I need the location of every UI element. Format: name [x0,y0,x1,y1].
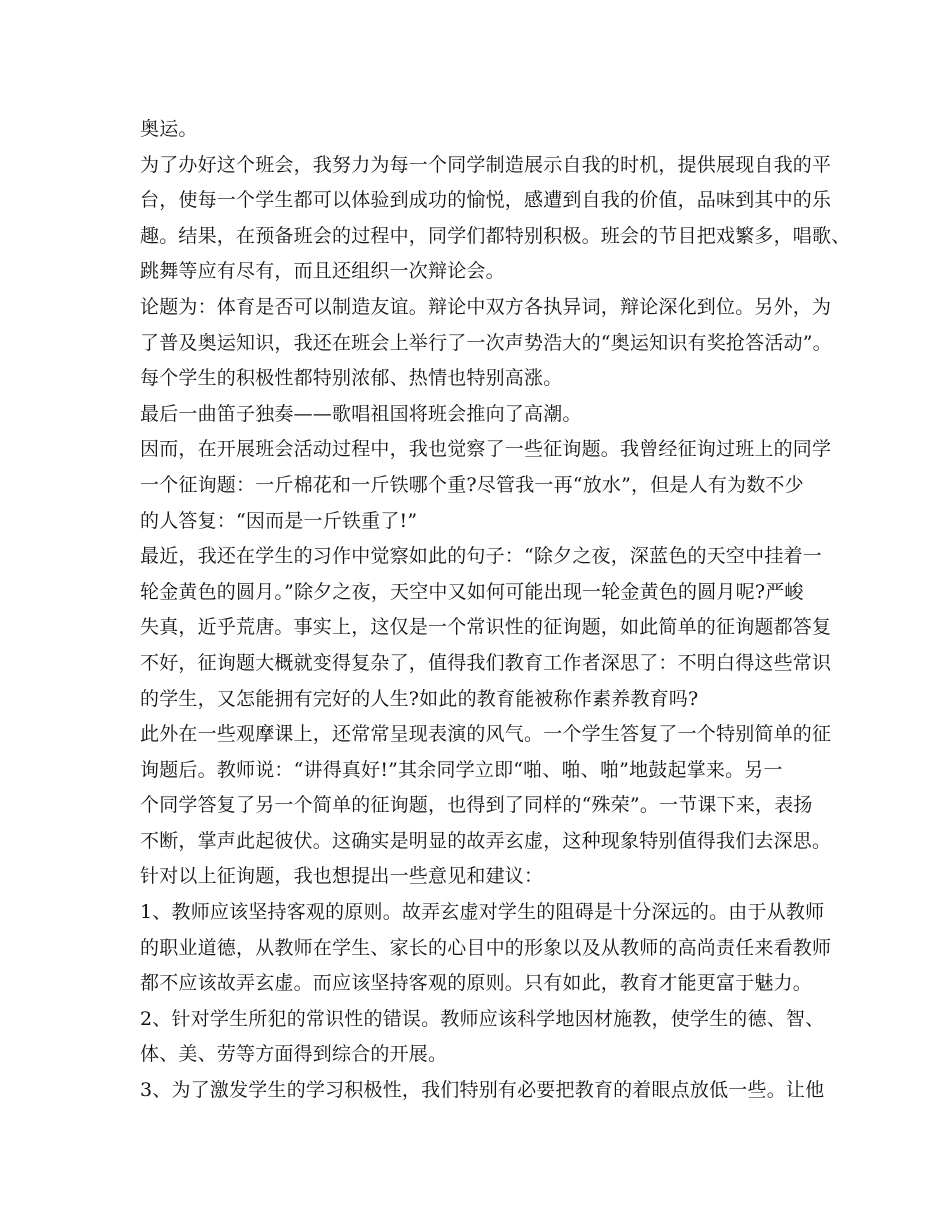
text-line: 奥运。 [140,118,198,140]
document-body [140,112,851,1109]
text-line: 趣。结果，在预备班会的过程中，同学们都特别积极。班会的节目把戏繁多，唱歌、 [140,224,851,247]
text-line: 了普及奥运知识，我还在班会上举行了一次声势浩大的“奥运知识有奖抢答活动”。 [140,331,832,354]
text-line: 针对以上征询题，我也想提出一些意见和建议： [140,865,544,888]
text-line: 轮金黄色的圆月。”除夕之夜，天空中又如何可能出现一轮金黄色的圆月呢?严峻 [140,580,804,603]
text-line: 1、教师应该坚持客观的原则。故弄玄虚对学生的阻碍是十分深远的。由于从教师 [140,901,825,924]
text-line: 每个学生的积极性都特别浓郁、热情也特别高涨。 [140,367,563,390]
text-line: 体、美、劳等方面得到综合的开展。 [140,1043,448,1066]
text-line: 因而，在开展班会活动过程中，我也觉察了一些征询题。我曾经征询过班上的同学 [140,438,832,461]
text-line: 最近，我还在学生的习作中觉察如此的句子：“除夕之夜，深蓝色的天空中挂着一 [140,545,822,568]
text-line: 的职业道德，从教师在学生、家长的心目中的形象以及从教师的高尚责任来看教师 [140,936,832,959]
text-line: 一个征询题：一斤棉花和一斤铁哪个重?尽管我一再“放水”，但是人有为数不少 [140,473,804,496]
text-line: 的学生，又怎能拥有完好的人生?如此的教育能被称作素养教育吗? [140,687,699,710]
text-line: 个同学答复了另一个简单的征询题，也得到了同样的“殊荣”。一节课下来，表扬 [140,794,813,817]
text-line: 台，使每一个学生都可以体验到成功的愉悦，感遭到自我的价值，品味到其中的乐 [140,189,832,212]
text-line: 询题后。教师说：“讲得真好!”其余同学立即“啪、啪、啪”地鼓起掌来。另一 [140,758,783,781]
text-line: 为了办好这个班会，我努力为每一个同学制造展示自我的时机，提供展现自我的平 [140,153,832,176]
text-line: 论题为：体育是否可以制造友谊。辩论中双方各执异词，辩论深化到位。另外，为 [140,295,832,318]
text-line: 3、为了激发学生的学习积极性，我们特别有必要把教育的着眼点放低一些。让他 [140,1079,825,1102]
text-line: 都不应该故弄玄虚。而应该坚持客观的原则。只有如此，教育才能更富于魅力。 [140,972,813,995]
text-line: 不好，征询题大概就变得复杂了，值得我们教育工作者深思了：不明白得这些常识 [140,651,832,674]
text-line: 失真，近乎荒唐。事实上，这仅是一个常识性的征询题，如此简单的征询题都答复 [140,616,832,639]
text-line: 的人答复：“因而是一斤铁重了!” [140,509,418,532]
text-line: 跳舞等应有尽有，而且还组织一次辩论会。 [140,260,505,283]
text-line: 2、针对学生所犯的常识性的错误。教师应该科学地因材施教，使学生的德、智、 [140,1007,825,1030]
text-line: 最后一曲笛子独奏——歌唱祖国将班会推向了高潮。 [140,402,582,425]
text-line: 此外在一些观摩课上，还常常呈现表演的风气。一个学生答复了一个特别简单的征 [140,723,832,746]
text-line: 不断，掌声此起彼伏。这确实是明显的故弄玄虚，这种现象特别值得我们去深思。 [140,829,832,852]
